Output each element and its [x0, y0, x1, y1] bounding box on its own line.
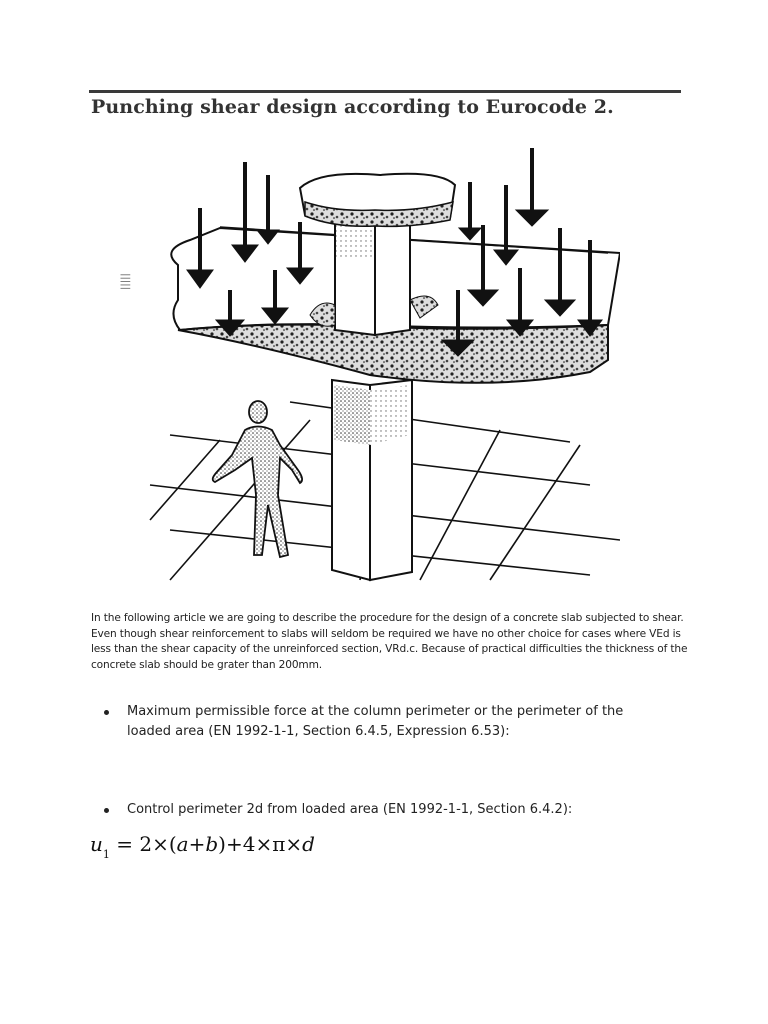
formula-a: a [176, 832, 189, 856]
formula-subscript: 1 [102, 848, 110, 861]
list-item [104, 800, 664, 820]
bullet-text: Control perimeter 2d from loaded area (EN 1992-1-1, Section 6.4.2): [127, 802, 573, 817]
bullet-dot [104, 710, 109, 715]
bullet-text: Maximum permissible force at the column perimeter or the perimeter of the loaded area (EN 1992-1-1, Section 6.4.5, Expression 6.53): [127, 704, 624, 739]
formula-rest: )+4×π× [218, 832, 303, 856]
formula-lhs: u [90, 832, 103, 856]
formula-eq: = 2×( [109, 832, 177, 856]
intro-paragraph: In the following article we are going to describe the procedure for the design of a concrete slab subjected to shear. Even though shear reinforcement to slabs will seldom be required we have no other choice for cases where VEd is less than the shear capacity of the unreinforced section, VRd.c. Because of practical difficulties the thickness of the concrete slab should be grater than 200mm. [91, 612, 688, 671]
page-title: Punching shear design according to Eurocode 2. [91, 96, 614, 118]
list-item [104, 702, 664, 742]
punching-shear-illustration [120, 140, 620, 595]
formula-d: d [302, 832, 315, 856]
formula-b: b [205, 832, 219, 856]
bullet-dot [104, 808, 109, 813]
control-perimeter-formula [90, 832, 315, 861]
person-figure [213, 401, 302, 557]
svg-text:|||||: ||||| [120, 273, 131, 290]
formula-plus: + [188, 832, 206, 856]
top-rule [89, 90, 681, 93]
lower-column [332, 380, 412, 580]
